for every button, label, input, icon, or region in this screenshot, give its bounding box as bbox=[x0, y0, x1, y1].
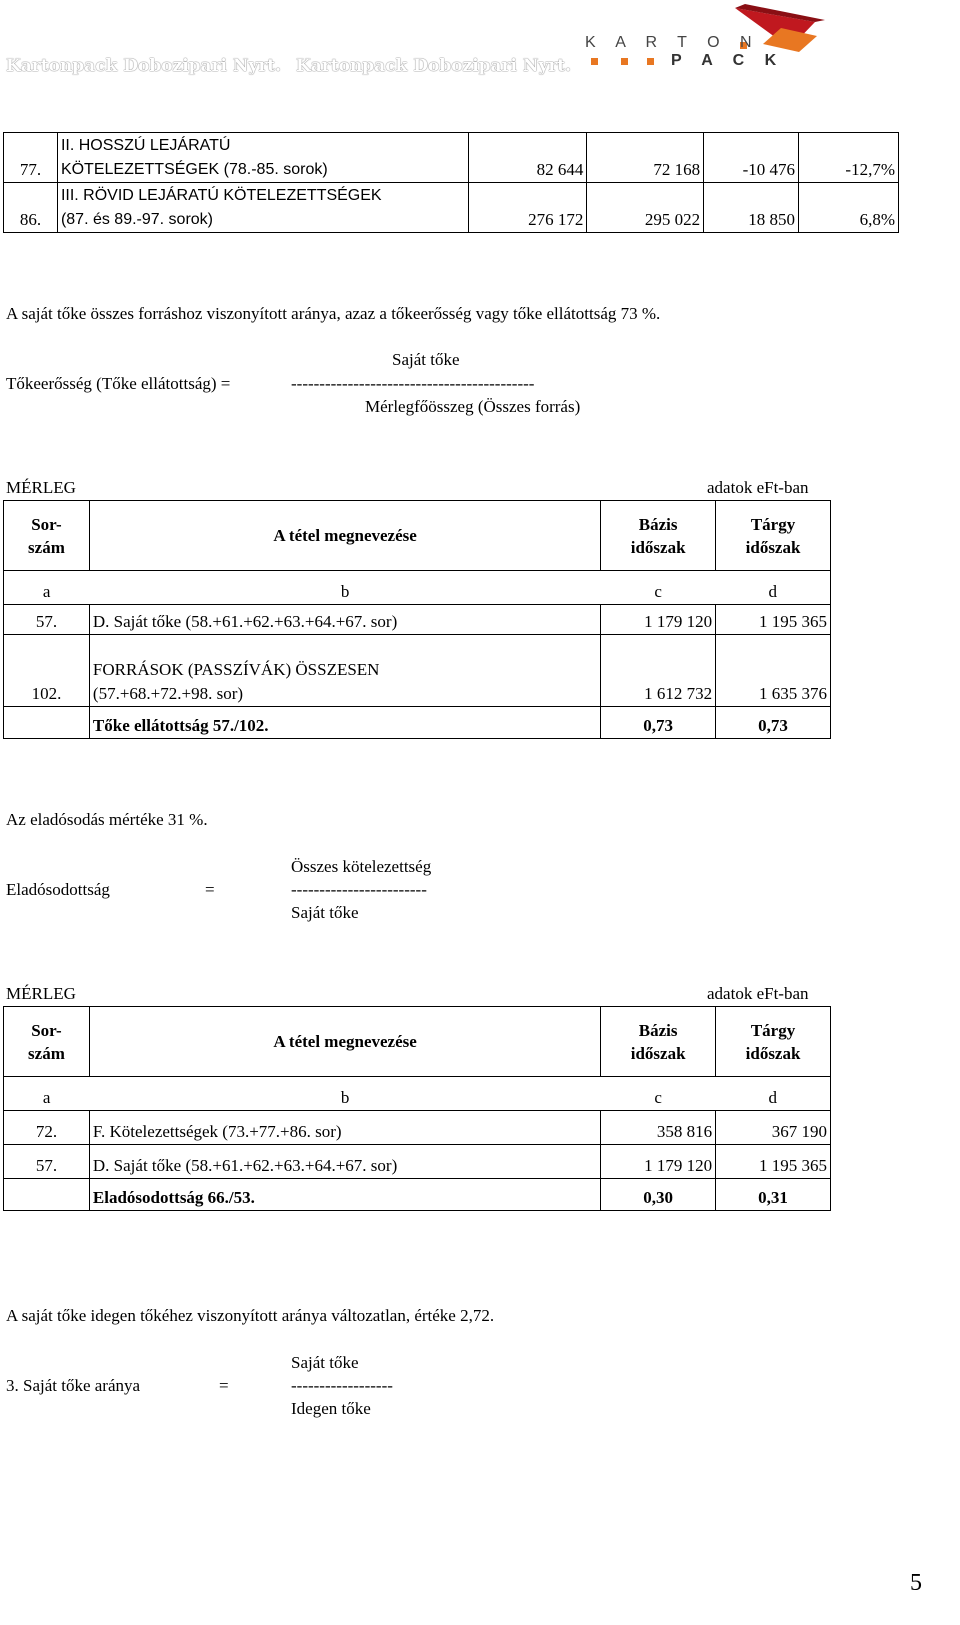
formula-divider: ------------------ bbox=[291, 1376, 393, 1395]
page-number: 5 bbox=[910, 1570, 922, 1596]
paragraph: Az eladósodás mértéke 31 %. bbox=[6, 810, 208, 829]
base-value: 1 179 120 bbox=[601, 1145, 716, 1179]
letter-cell: d bbox=[716, 571, 831, 605]
table-header-row bbox=[4, 1007, 831, 1077]
formula-numerator: Saját tőke bbox=[392, 350, 460, 369]
row-name: D. Saját tőke (58.+61.+62.+63.+64.+67. sor) bbox=[89, 605, 600, 635]
formula-label: 3. Saját tőke aránya bbox=[6, 1376, 141, 1395]
liabilities-table bbox=[3, 132, 899, 233]
row-name-line: III. RÖVID LEJÁRATÚ KÖTELEZETTSÉGEK bbox=[60, 187, 382, 204]
letter-cell: a bbox=[4, 1077, 90, 1111]
value-cell: -12,7% bbox=[799, 133, 899, 183]
result-target: 0,73 bbox=[716, 707, 831, 739]
header-cell: Tárgy időszak bbox=[716, 1007, 831, 1077]
formula-numerator: Összes kötelezettség bbox=[291, 857, 432, 876]
table-row bbox=[4, 183, 899, 233]
base-value: 358 816 bbox=[601, 1111, 716, 1145]
row-name bbox=[57, 133, 469, 183]
watermark-text: Kartonpack Dobozipari Nyrt. bbox=[6, 56, 282, 76]
base-value: 1 179 120 bbox=[601, 605, 716, 635]
header-cell: Sor- szám bbox=[4, 501, 90, 571]
letter-row bbox=[4, 1077, 831, 1111]
formula-numerator: Saját tőke bbox=[291, 1353, 359, 1372]
row-number: 57. bbox=[4, 605, 90, 635]
value-cell: -10 476 bbox=[704, 133, 799, 183]
row-number: 72. bbox=[4, 1111, 90, 1145]
table-row bbox=[4, 1111, 831, 1145]
letter-row bbox=[4, 571, 831, 605]
formula-label: Eladósodottság bbox=[6, 880, 110, 899]
table-title: MÉRLEG bbox=[6, 984, 76, 1003]
table-row bbox=[4, 133, 899, 183]
formula-denominator: Mérlegfőösszeg (Összes forrás) bbox=[365, 397, 581, 416]
letter-cell: c bbox=[654, 1088, 662, 1107]
row-number: 102. bbox=[4, 635, 90, 707]
header-cell: Bázis időszak bbox=[601, 501, 716, 571]
target-value: 1 195 365 bbox=[716, 1145, 831, 1179]
formula-divider: ------------------------------------------- bbox=[291, 374, 535, 393]
header-cell: Bázis időszak bbox=[601, 1007, 716, 1077]
table-header-row bbox=[4, 501, 831, 571]
letter-cell: b bbox=[340, 582, 350, 601]
value-cell: 295 022 bbox=[587, 183, 704, 233]
row-number: 57. bbox=[4, 1145, 90, 1179]
row-name: FORRÁSOK (PASSZÍVÁK) ÖSSZESEN (57.+68.+72.+98. sor) bbox=[89, 635, 600, 707]
result-base: 0,73 bbox=[601, 707, 716, 739]
row-name-line: KÖTELEZETTSÉGEK (78.-85. sorok) bbox=[60, 161, 328, 178]
table-row bbox=[4, 605, 831, 635]
value-cell: 72 168 bbox=[587, 133, 704, 183]
equity-ratio-table bbox=[3, 500, 831, 739]
result-name: Tőke ellátottság 57./102. bbox=[89, 707, 600, 739]
formula-label: Tőkeerősség (Tőke ellátottság) = bbox=[6, 374, 231, 393]
formula-denominator: Idegen tőke bbox=[291, 1399, 371, 1418]
value-cell: 82 644 bbox=[469, 133, 587, 183]
letter-cell: d bbox=[716, 1077, 831, 1111]
paragraph: A saját tőke idegen tőkéhez viszonyított aránya változatlan, értéke 2,72. bbox=[6, 1306, 495, 1325]
result-name: Eladósodottság 66./53. bbox=[89, 1179, 600, 1211]
row-name: F. Kötelezettségek (73.+77.+86. sor) bbox=[89, 1111, 600, 1145]
target-value: 367 190 bbox=[716, 1111, 831, 1145]
table-unit: adatok eFt-ban bbox=[707, 984, 809, 1003]
result-target: 0,31 bbox=[716, 1179, 831, 1211]
debt-ratio-table bbox=[3, 1006, 831, 1211]
formula-divider: ------------------------ bbox=[291, 880, 427, 899]
row-name: D. Saját tőke (58.+61.+62.+63.+64.+67. sor) bbox=[89, 1145, 600, 1179]
table-row bbox=[4, 635, 831, 707]
formula-equals: = bbox=[219, 1376, 229, 1395]
row-name-line: (87. és 89.-97. sorok) bbox=[60, 211, 214, 228]
result-row bbox=[4, 1179, 831, 1211]
base-value: 1 612 732 bbox=[601, 635, 716, 707]
row-name-line: II. HOSSZÚ LEJÁRATÚ bbox=[60, 137, 231, 154]
empty-cell bbox=[4, 707, 90, 739]
value-cell: 6,8% bbox=[799, 183, 899, 233]
target-value: 1 635 376 bbox=[716, 635, 831, 707]
header-cell: Tárgy időszak bbox=[716, 501, 831, 571]
row-name bbox=[57, 183, 469, 233]
header-cell: A tétel megnevezése bbox=[89, 1007, 600, 1077]
result-row bbox=[4, 707, 831, 739]
letter-cell: b bbox=[340, 1088, 350, 1107]
letter-cell: a bbox=[4, 571, 90, 605]
table-title: MÉRLEG bbox=[6, 478, 76, 497]
target-value: 1 195 365 bbox=[716, 605, 831, 635]
table-unit: adatok eFt-ban bbox=[707, 478, 809, 497]
paragraph: A saját tőke összes forráshoz viszonyított aránya, azaz a tőkeerősség vagy tőke ellátottság 73 %. bbox=[6, 304, 661, 323]
logo-line-pack: P A C K bbox=[671, 52, 785, 69]
letter-cell: c bbox=[654, 582, 662, 601]
logo-line-karton: K A R T O N bbox=[585, 34, 760, 51]
karton-pack-logo bbox=[585, 0, 925, 80]
empty-cell bbox=[4, 1179, 90, 1211]
row-number: 77. bbox=[4, 133, 58, 183]
result-base: 0,30 bbox=[601, 1179, 716, 1211]
watermark-text: Kartonpack Dobozipari Nyrt. bbox=[296, 56, 572, 76]
header-cell: Sor- szám bbox=[4, 1007, 90, 1077]
value-cell: 276 172 bbox=[469, 183, 587, 233]
header-cell: A tétel megnevezése bbox=[89, 501, 600, 571]
table-row bbox=[4, 1145, 831, 1179]
formula-denominator: Saját tőke bbox=[291, 903, 359, 922]
formula-equals: = bbox=[205, 880, 215, 899]
value-cell: 18 850 bbox=[704, 183, 799, 233]
row-number: 86. bbox=[4, 183, 58, 233]
